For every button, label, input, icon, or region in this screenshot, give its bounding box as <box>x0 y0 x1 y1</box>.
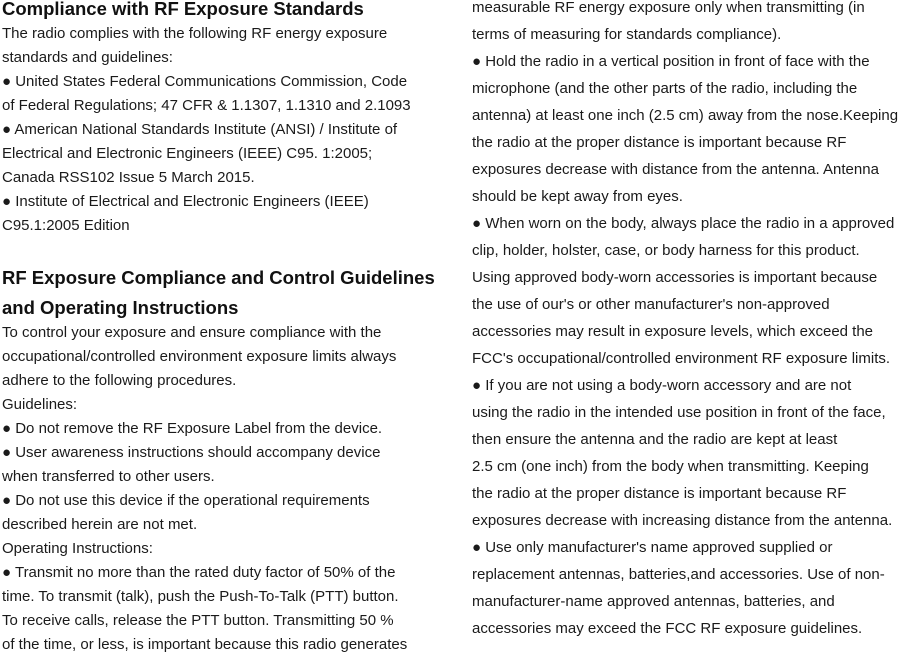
paragraph-line: time. To transmit (talk), push the Push-To-Talk (PTT) button. <box>2 588 399 605</box>
paragraph-line: microphone (and the other parts of the radio, including the <box>472 80 858 97</box>
bullet-line: ● When worn on the body, always place the radio in a approved <box>472 215 895 232</box>
paragraph-line: Using approved body-worn accessories is important because <box>472 269 878 286</box>
paragraph-line: the use of our's or other manufacturer's non-approved <box>472 296 830 313</box>
paragraph-line: manufacturer-name approved antennas, batteries, and <box>472 593 835 610</box>
paragraph-line: occupational/controlled environment exposure limits always <box>2 348 397 365</box>
section-title-rf-guidelines-cont: and Operating Instructions <box>2 297 239 318</box>
subheading-operating-instructions: Operating Instructions: <box>2 540 153 557</box>
paragraph-line: clip, holder, holster, case, or body harness for this product. <box>472 242 860 259</box>
paragraph-line: exposures decrease with increasing distance from the antenna. <box>472 512 893 529</box>
bullet-line: ● If you are not using a body-worn accessory and are not <box>472 377 852 394</box>
paragraph-line: standards and guidelines: <box>2 49 173 66</box>
paragraph-line: exposures decrease with distance from the antenna. Antenna <box>472 161 879 178</box>
paragraph-line: using the radio in the intended use position in front of the face, <box>472 404 886 421</box>
bullet-line: ● Do not use this device if the operational requirements <box>2 492 370 509</box>
paragraph-line: 2.5 cm (one inch) from the body when transmitting. Keeping <box>472 458 869 475</box>
bullet-line: ● User awareness instructions should accompany device <box>2 444 381 461</box>
bullet-line: ● Institute of Electrical and Electronic Engineers (IEEE) <box>2 193 369 210</box>
paragraph-line: should be kept away from eyes. <box>472 188 683 205</box>
paragraph-line: then ensure the antenna and the radio are kept at least <box>472 431 838 448</box>
bullet-line: ● Use only manufacturer's name approved supplied or <box>472 539 833 556</box>
subheading-guidelines: Guidelines: <box>2 396 78 413</box>
paragraph-line: described herein are not met. <box>2 516 198 533</box>
bullet-line: ● Hold the radio in a vertical position in front of face with the <box>472 53 870 70</box>
paragraph-line: accessories may result in exposure levels, which exceed the <box>472 323 874 340</box>
paragraph-line: The radio complies with the following RF energy exposure <box>2 25 388 42</box>
paragraph-line: terms of measuring for standards compliance). <box>472 26 782 43</box>
paragraph-line: antenna) at least one inch (2.5 cm) away from the nose.Keeping <box>472 107 898 124</box>
paragraph-line: C95.1:2005 Edition <box>2 217 130 234</box>
bullet-line: ● United States Federal Communications Commission, Code <box>2 73 408 90</box>
bullet-line: ● Transmit no more than the rated duty factor of 50% of the <box>2 564 396 581</box>
paragraph-line: the radio at the proper distance is important because RF <box>472 134 847 151</box>
paragraph-line: of Federal Regulations; 47 CFR & 1.1307, 1.1310 and 2.1093 <box>2 97 411 114</box>
paragraph-line: To receive calls, release the PTT button. Transmitting 50 % <box>2 612 394 629</box>
paragraph-line: of the time, or less, is important because this radio generates <box>2 636 408 653</box>
paragraph-line: when transferred to other users. <box>2 468 215 485</box>
paragraph-line: measurable RF energy exposure only when transmitting (in <box>472 0 865 16</box>
paragraph-line: FCC's occupational/controlled environment RF exposure limits. <box>472 350 891 367</box>
bullet-line: ● American National Standards Institute (ANSI) / Institute of <box>2 121 398 138</box>
paragraph-line: Canada RSS102 Issue 5 March 2015. <box>2 169 255 186</box>
paragraph-line: accessories may exceed the FCC RF exposure guidelines. <box>472 620 863 637</box>
paragraph-line: the radio at the proper distance is important because RF <box>472 485 847 502</box>
paragraph-line: Electrical and Electronic Engineers (IEEE) C95. 1:2005; <box>2 145 373 162</box>
paragraph-line: To control your exposure and ensure compliance with the <box>2 324 382 341</box>
section-title-compliance: Compliance with RF Exposure Standards <box>2 0 364 19</box>
section-title-rf-guidelines: RF Exposure Compliance and Control Guidelines <box>2 267 435 288</box>
bullet-line: ● Do not remove the RF Exposure Label from the device. <box>2 420 383 437</box>
paragraph-line: replacement antennas, batteries,and accessories. Use of non- <box>472 566 885 583</box>
paragraph-line: adhere to the following procedures. <box>2 372 237 389</box>
